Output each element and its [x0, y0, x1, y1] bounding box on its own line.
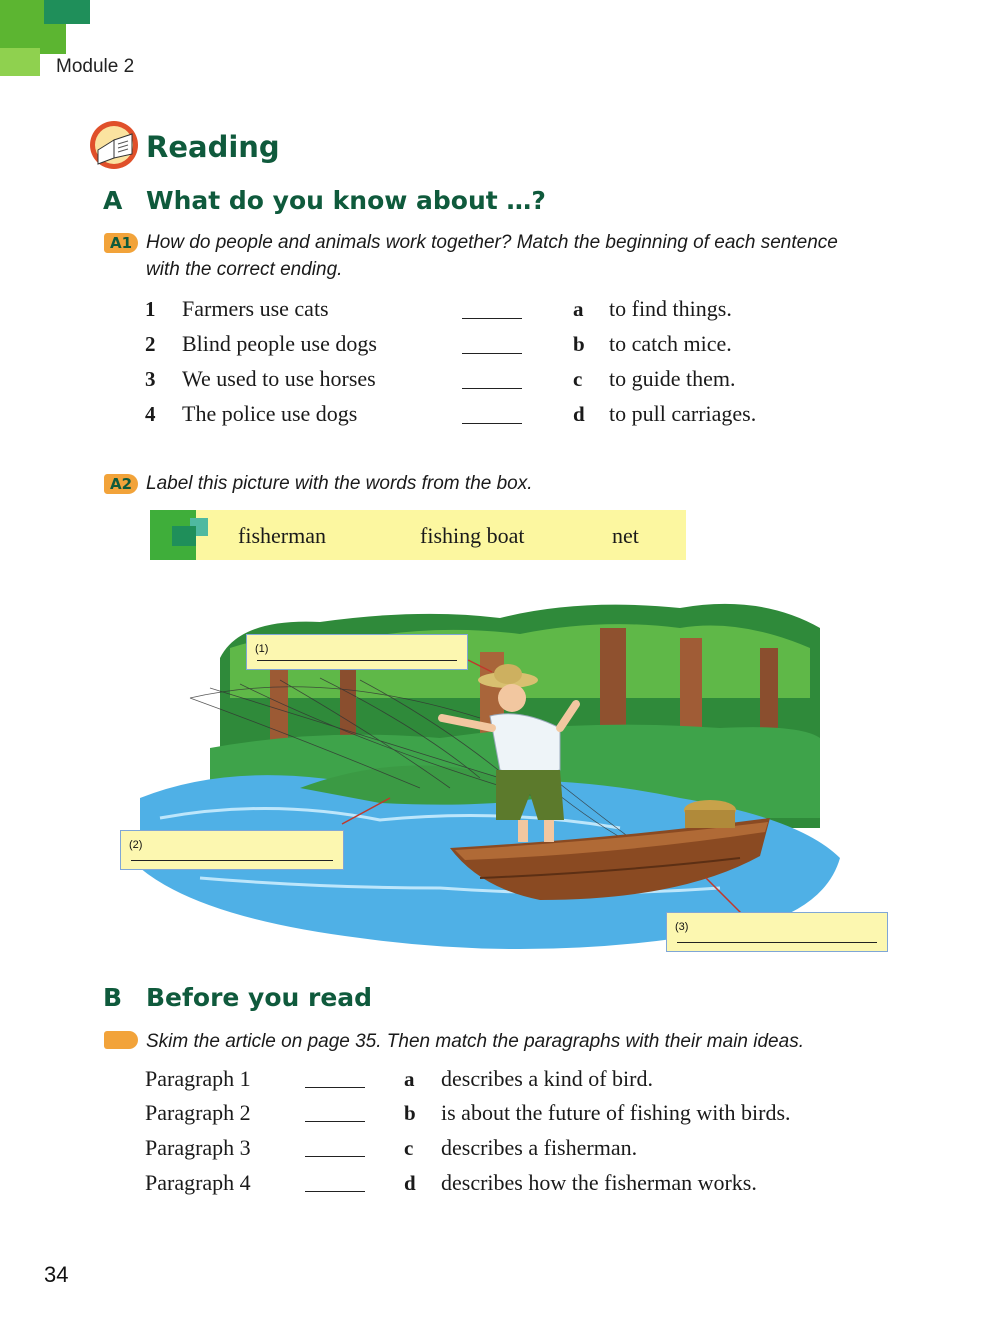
paragraph-label: Paragraph 3: [145, 1135, 251, 1160]
book-icon: [88, 120, 142, 170]
main-idea: describes a fisherman.: [441, 1135, 638, 1160]
section-b-title: Before you read: [146, 983, 373, 1012]
answer-blank[interactable]: [305, 1191, 365, 1192]
idea-letter: a: [404, 1067, 415, 1091]
page-title: Reading: [146, 130, 280, 164]
sentence-beginning: Blind people use dogs: [182, 331, 377, 356]
sentence-ending: to catch mice.: [609, 331, 732, 356]
sentence-ending: to guide them.: [609, 366, 736, 391]
fisherman-illustration: [120, 588, 900, 960]
a2-badge: A2: [104, 474, 138, 494]
main-idea: describes how the fisherman works.: [441, 1170, 757, 1195]
idea-letter: d: [404, 1171, 416, 1195]
main-idea: is about the future of fishing with birds.: [441, 1100, 791, 1125]
a1-badge: A1: [104, 233, 138, 253]
b-instruction: Skim the article on page 35. Then match the paragraphs with their main ideas.: [146, 1031, 804, 1052]
item-number: 2: [145, 332, 156, 356]
label-box-2[interactable]: [120, 830, 344, 870]
page-number: 34: [44, 1262, 69, 1287]
sentence-beginning: The police use dogs: [182, 401, 358, 426]
module-label: Module 2: [56, 56, 135, 77]
sentence-beginning: Farmers use cats: [182, 296, 329, 321]
idea-letter: b: [404, 1101, 416, 1125]
label-line: [257, 660, 457, 661]
b-badge: [104, 1031, 138, 1049]
answer-blank[interactable]: [462, 353, 522, 354]
paragraph-label: Paragraph 4: [145, 1170, 251, 1195]
answer-blank[interactable]: [305, 1156, 365, 1157]
a1-instruction-line: How do people and animals work together? Match the beginning of each sentence: [146, 232, 838, 253]
main-idea: describes a kind of bird.: [441, 1066, 653, 1091]
label-number: (1): [255, 643, 269, 655]
ending-letter: d: [573, 402, 585, 426]
answer-blank[interactable]: [462, 423, 522, 424]
box-word: fishing boat: [420, 523, 525, 548]
item-number: 1: [145, 297, 156, 321]
a1-instruction-line: with the correct ending.: [146, 259, 343, 280]
item-number: 4: [145, 402, 156, 426]
answer-blank[interactable]: [462, 318, 522, 319]
answer-blank[interactable]: [305, 1121, 365, 1122]
sentence-beginning: We used to use horses: [182, 366, 376, 391]
word-box: [150, 510, 686, 560]
section-a-letter: A: [103, 186, 123, 215]
sentence-ending: to find things.: [609, 296, 732, 321]
section-a-title: What do you know about …?: [146, 186, 546, 215]
box-word: fisherman: [238, 523, 326, 548]
sentence-ending: to pull carriages.: [609, 401, 757, 426]
label-box-3[interactable]: [666, 912, 888, 952]
paragraph-label: Paragraph 2: [145, 1100, 251, 1125]
module-tab-square: [44, 0, 90, 24]
label-box-1[interactable]: [246, 634, 468, 670]
label-number: (3): [675, 921, 689, 933]
item-number: 3: [145, 367, 156, 391]
a2-instruction: Label this picture with the words from the box.: [146, 473, 533, 494]
module-tab-square: [0, 48, 40, 76]
answer-blank[interactable]: [462, 388, 522, 389]
label-line: [677, 942, 877, 943]
label-number: (2): [129, 839, 143, 851]
ending-letter: c: [573, 367, 583, 391]
label-line: [131, 860, 333, 861]
ending-letter: b: [573, 332, 585, 356]
paragraph-label: Paragraph 1: [145, 1066, 251, 1091]
section-b-letter: B: [103, 983, 123, 1012]
a1-instruction: [146, 229, 946, 283]
word-box-square: [172, 526, 196, 546]
box-word: net: [612, 523, 639, 548]
idea-letter: c: [404, 1136, 414, 1160]
ending-letter: a: [573, 297, 584, 321]
answer-blank[interactable]: [305, 1087, 365, 1088]
